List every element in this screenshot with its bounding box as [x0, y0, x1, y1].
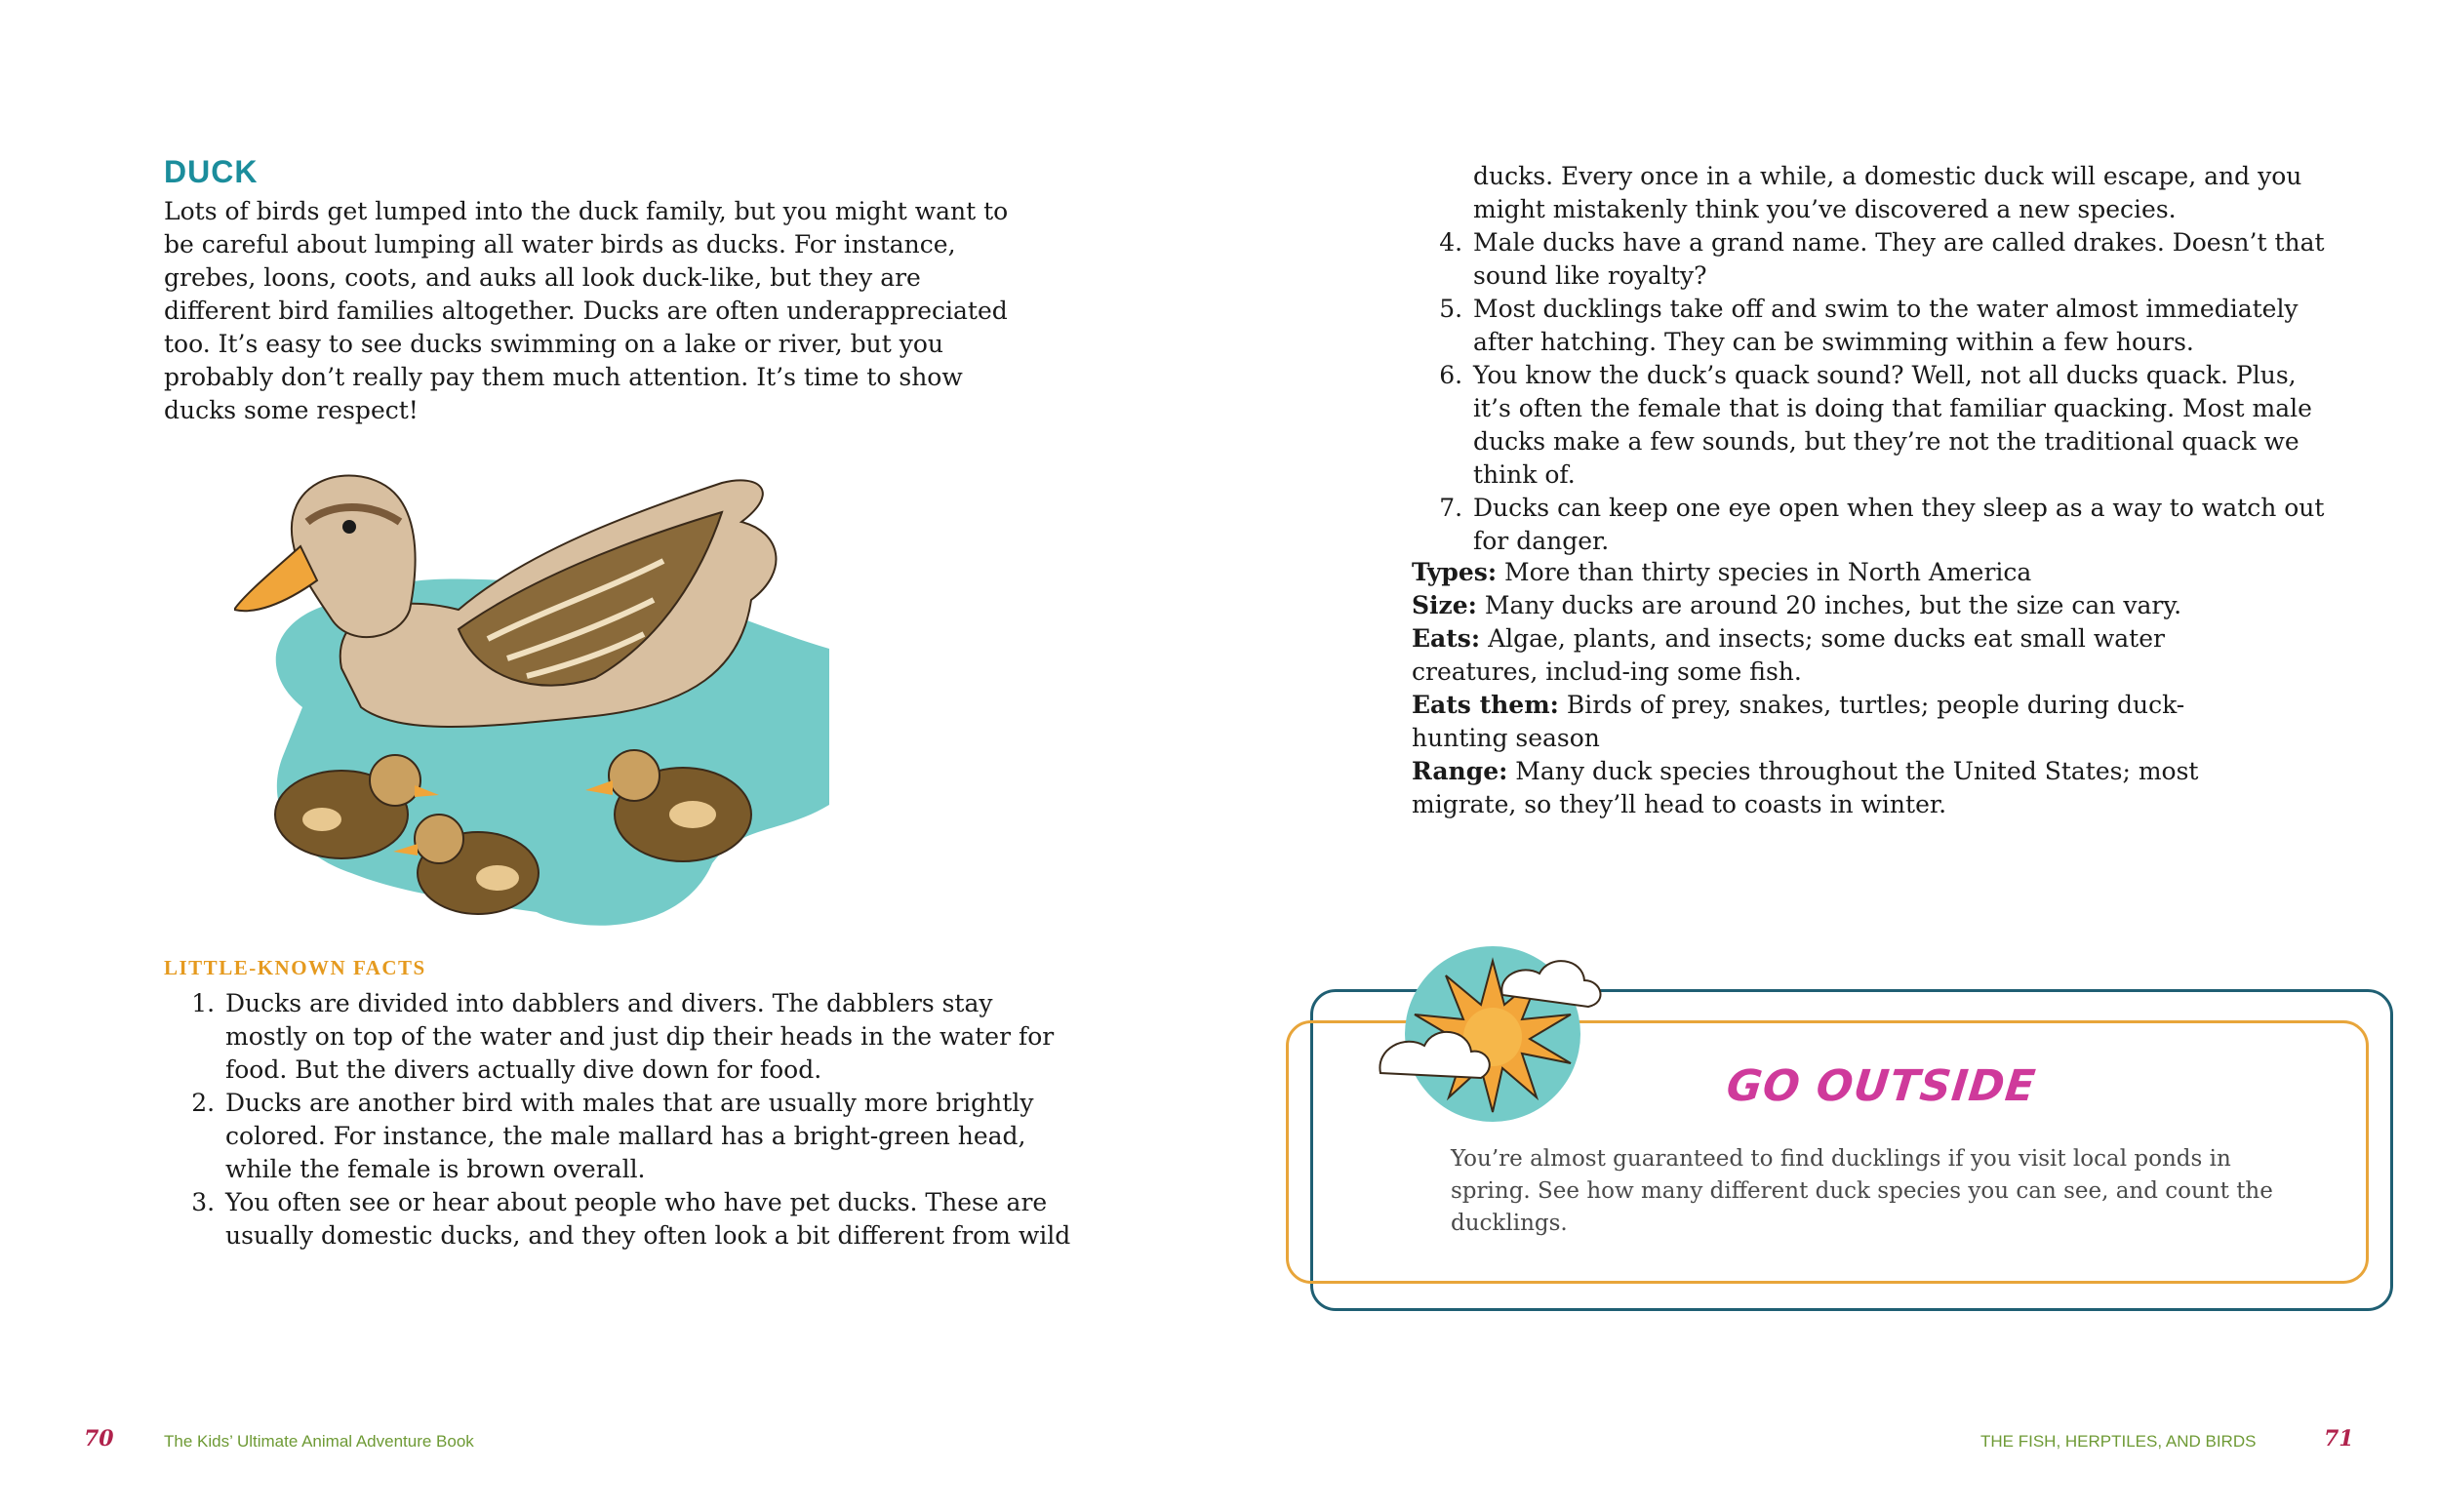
stat-size: Size: Many ducks are around 20 inches, but the size can vary. [1412, 591, 2182, 619]
fact-item: 1. Ducks are divided into dabblers and divers. The dabblers stay mostly on top of the water and just dip their heads in the water for food. But the divers actually dive down for food. [222, 987, 1081, 1087]
fact-item: 7. Ducks can keep one eye open when they sleep as a way to watch out for danger. [1470, 492, 2329, 558]
running-head: THE FISH, HERPTILES, AND BIRDS [1980, 1432, 2257, 1451]
facts-heading: LITTLE-KNOWN FACTS [164, 956, 426, 979]
page-number: 71 [2324, 1426, 2354, 1452]
intro-paragraph: Lots of birds get lumped into the duck family, but you might want to be careful about lumping all water birds as ducks. For instance, grebes, loons, coots, and auks all look duck-like, but they are different bird families altogether. Ducks are often underappreciated too. It’s easy to see ducks swimming on a lake or river, but you probably don’t really pay them much attention. It’s time to show ducks some respect! [164, 197, 1009, 424]
fact-item: 4. Male ducks have a grand name. They are called drakes. Doesn’t that sound like royalty? [1470, 226, 2329, 293]
stat-range: Range: Many duck species throughout the United States; most migrate, so they’ll head to coasts in winter. [1412, 757, 2199, 818]
facts-list-continued [1412, 160, 2329, 558]
go-outside-text: You’re almost guaranteed to find ducklings if you visit local ponds in spring. See how many different duck species you can see, and count the ducklings. [1451, 1146, 2273, 1236]
stats-block [1412, 556, 2260, 821]
fact-item: 2. Ducks are another bird with males that are usually more brightly colored. For instance, the male mallard has a bright-green head, while the female is brown overall. [222, 1087, 1081, 1186]
duck-illustration [234, 444, 956, 941]
stat-eats: Eats: Algae, plants, and insects; some ducks eat small water creatures, includ-ing some fish. [1412, 624, 2165, 686]
fact-item-continued: ducks. Every once in a while, a domestic duck will escape, and you might mistakenly think you’ve discovered a new species. [1473, 162, 2302, 223]
facts-list [164, 987, 1081, 1253]
sun-cloud-icon [1376, 936, 1610, 1122]
page-number: 70 [84, 1426, 114, 1452]
go-outside-title: GO OUTSIDE [1724, 1061, 2039, 1111]
stat-types: Types: More than thirty species in North America [1412, 558, 2032, 586]
fact-item: 6. You know the duck’s quack sound? Well, not all ducks quack. Plus, it’s often the female that is doing that familiar quacking. Most male ducks make a few sounds, but they’re not the traditional quack we think of. [1470, 359, 2329, 492]
running-head: The Kids’ Ultimate Animal Adventure Book [164, 1432, 474, 1451]
stat-eats-them: Eats them: Birds of prey, snakes, turtles; people during duck-hunting season [1412, 691, 2185, 752]
fact-item: 5. Most ducklings take off and swim to the water almost immediately after hatching. They can be swimming within a few hours. [1470, 293, 2329, 359]
page-title: DUCK [164, 154, 259, 189]
fact-item: 3. You often see or hear about people who have pet ducks. These are usually domestic ducks, and they often look a bit different from wild [222, 1186, 1081, 1253]
